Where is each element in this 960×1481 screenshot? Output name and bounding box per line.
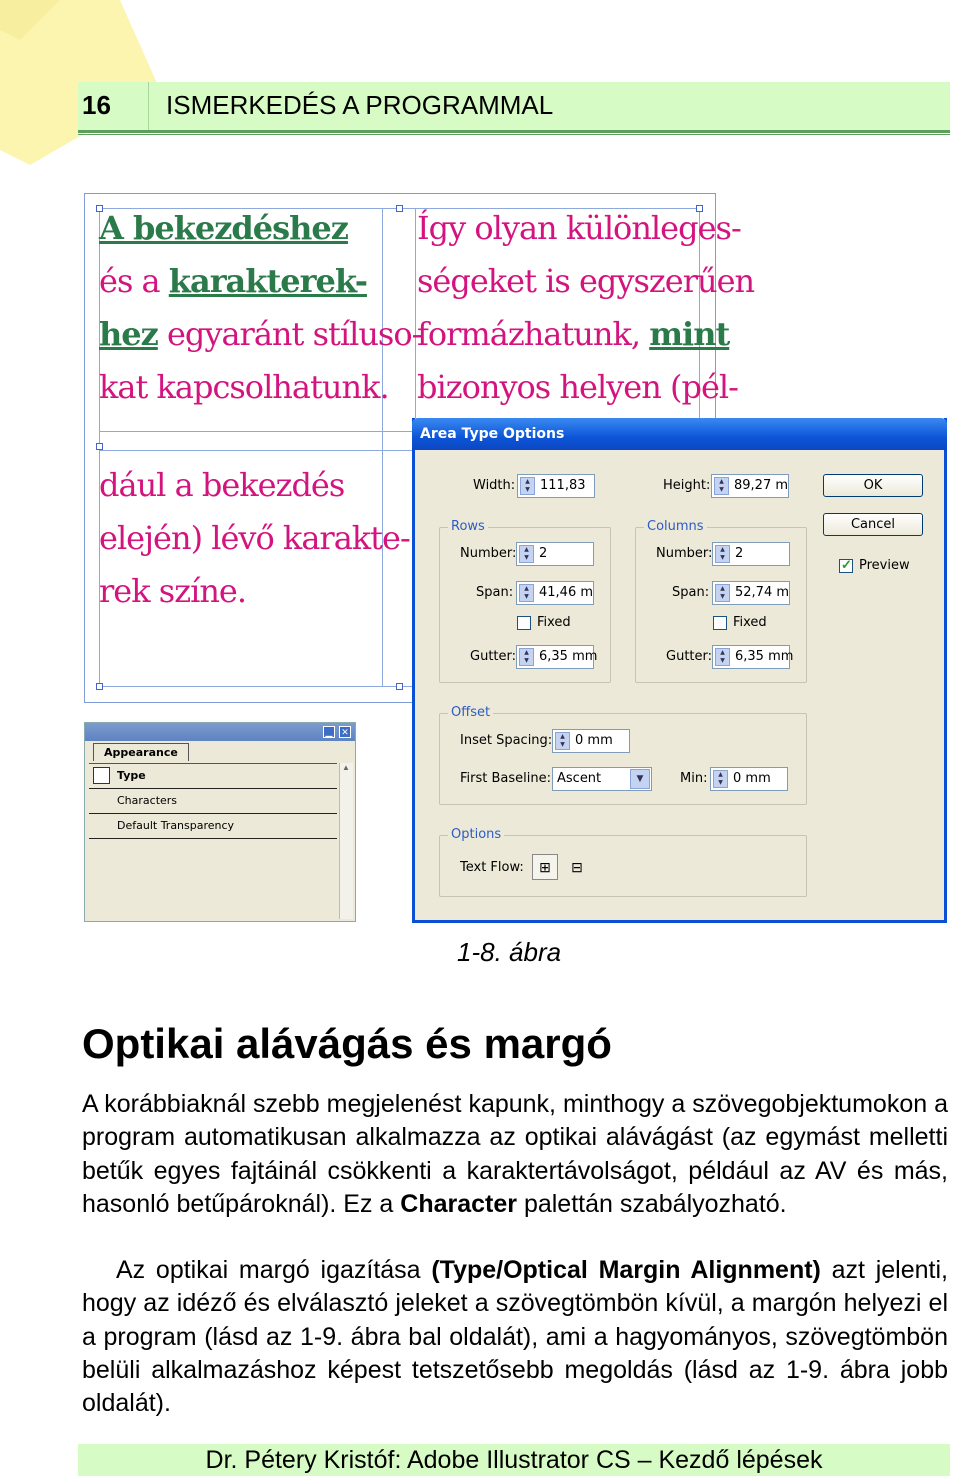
offset-group-title: Offset [448,705,493,720]
paragraph-text: A korábbiaknál szebb megjelenést kapunk, minthogy a szövegobjektumokon a program automatikusan alkalmazza az optikai alávágást (az egymást melletti betűk egyes fajtáinál csökkenti a karaktertávolságot, például az AV és más, hasonló betűpároknál). Ez a [82,1090,948,1218]
list-item[interactable] [89,814,337,839]
options-group-title: Options [448,827,504,842]
paragraph-1 [82,1088,948,1221]
rows-gutter-field[interactable]: ▲ ▼ 6,35 mm [516,645,594,669]
height-label: Height: [663,478,711,493]
text-flow-rows-icon[interactable]: ⊞ [532,854,558,880]
list-item[interactable] [89,764,337,789]
text-line: ségeket is egyszerűen [417,262,755,300]
text-line: dául a bekezdés [99,466,345,504]
text-column-right [417,202,754,414]
scrollbar[interactable] [339,763,353,919]
selection-handle[interactable] [96,683,103,690]
spinner-icon[interactable]: ▲ ▼ [715,545,730,563]
columns-gutter-label: Gutter: [666,649,713,664]
paragraph-bold: Character [400,1189,517,1218]
scroll-up-icon[interactable]: ▲ [342,763,350,772]
chapter-title: ISMERKEDÉS A PROGRAMMAL [166,90,554,120]
text-flow-columns-icon[interactable]: ⊟ [571,859,583,875]
chevron-down-icon[interactable]: ▼ [630,769,650,789]
spinner-icon[interactable]: ▲ ▼ [713,770,728,788]
spinner-icon[interactable]: ▲ ▼ [519,545,534,563]
columns-fixed-checkbox[interactable] [713,616,727,630]
page-number: 16 [82,90,111,120]
columns-group-title: Columns [644,519,707,534]
inset-spacing-field[interactable]: ▲ ▼ 0 mm [552,729,630,753]
text-line: elején) lévő karakte- [99,519,410,557]
dialog-titlebar [412,418,947,450]
paragraph-text: Az optikai margó igazítása [116,1256,432,1284]
spinner-icon[interactable]: ▲ ▼ [714,477,729,495]
text-line-green: karakterek- [168,262,367,300]
minimize-icon[interactable]: ▁ [323,726,335,738]
list-item-label: Type [117,769,146,782]
rows-span-field[interactable]: ▲ ▼ 41,46 m [516,581,594,605]
item-swatch-icon [93,767,110,784]
inset-spacing-label: Inset Spacing: [460,733,553,748]
height-field[interactable]: ▲ ▼ 89,27 m [711,474,789,498]
list-item-label: Characters [117,794,178,807]
text-line-green: hez [99,315,158,353]
paragraph-text: azt jelenti, hogy az idéző és elválasztó jeleket a szövegtömbön kívül, a margón helyezi el a program (lásd az 1-9. ábra bal oldalát), ami a hagyományos, szövegtömbön belüli alkalmazáshoz képest tetszetősebb megoldás (lásd az 1-9. ábra jobb oldalát). [82,1256,948,1418]
spinner-icon[interactable]: ▲ ▼ [520,477,535,495]
columns-span-label: Span: [672,585,710,600]
paragraph-2 [82,1254,948,1420]
spinner-icon[interactable]: ▲ ▼ [519,584,534,602]
text-line: bizonyos helyen (pél- [417,368,738,406]
spinner-icon[interactable]: ▲ ▼ [715,584,730,602]
section-heading: Optikai alávágás és margó [82,1020,612,1067]
header-rule-thin [78,134,950,135]
columns-group [635,519,807,683]
paragraph-bold: (Type/Optical Margin Alignment) [431,1256,821,1284]
first-baseline-dropdown[interactable]: Ascent ▼ [552,767,652,791]
columns-fixed-label: Fixed [733,615,767,630]
min-field[interactable]: ▲ ▼ 0 mm [710,767,788,791]
preview-checkbox[interactable] [839,559,853,573]
appearance-panel [84,722,356,922]
rows-number-field[interactable]: ▲ ▼ 2 [516,542,594,566]
text-column-left-bottom [99,459,410,618]
text-line: A bekezdéshez [99,209,348,247]
rows-fixed-label: Fixed [537,615,571,630]
text-line: formázhatunk, [417,315,650,353]
columns-number-label: Number: [656,546,713,561]
area-type-options-dialog [412,418,947,923]
rows-group [439,519,611,683]
ok-button[interactable]: OK [823,474,923,497]
panel-titlebar [85,723,355,741]
rows-span-label: Span: [476,585,514,600]
header-rule [78,130,950,133]
spinner-icon[interactable]: ▲ ▼ [555,732,570,750]
columns-gutter-field[interactable]: ▲ ▼ 6,35 mm [712,645,790,669]
list-item[interactable] [89,789,337,814]
text-flow-label: Text Flow: [460,860,524,875]
tab-appearance[interactable]: Appearance [93,743,189,761]
options-group [439,827,807,897]
close-icon[interactable]: ✕ [339,726,351,738]
text-line: kat kapcsolhatunk. [99,368,389,406]
columns-number-field[interactable]: ▲ ▼ 2 [712,542,790,566]
text-line: rek színe. [99,572,247,610]
header-separator [148,82,149,130]
rows-number-label: Number: [460,546,517,561]
figure-caption: 1-8. ábra [457,937,562,967]
selection-handle[interactable] [96,443,103,450]
page-header [78,82,950,130]
width-field[interactable]: ▲ ▼ 111,83 [517,474,595,498]
rows-group-title: Rows [448,519,488,534]
appearance-list [89,763,337,919]
columns-span-field[interactable]: ▲ ▼ 52,74 m [712,581,790,605]
preview-label: Preview [859,558,910,573]
text-line-green: mint [649,315,730,353]
text-line: Így olyan különleges- [417,209,741,247]
rows-fixed-checkbox[interactable] [517,616,531,630]
list-item-label: Default Transparency [117,819,235,832]
text-line: egyaránt stíluso- [157,315,422,353]
text-line: és a [99,262,169,300]
first-baseline-label: First Baseline: [460,771,551,786]
min-label: Min: [680,771,708,786]
spinner-icon[interactable]: ▲ ▼ [715,648,730,666]
paragraph-text: palettán szabályozható. [517,1189,787,1218]
width-label: Width: [473,478,516,493]
dialog-title: Area Type Options [420,426,565,442]
cancel-button[interactable]: Cancel [823,513,923,536]
text-column-left-top [99,202,421,414]
spinner-icon[interactable]: ▲ ▼ [519,648,534,666]
selection-handle[interactable] [396,683,403,690]
offset-group [439,705,807,805]
rows-gutter-label: Gutter: [470,649,517,664]
page-footer: Dr. Pétery Kristóf: Adobe Illustrator CS – Kezdő lépések [78,1444,950,1476]
